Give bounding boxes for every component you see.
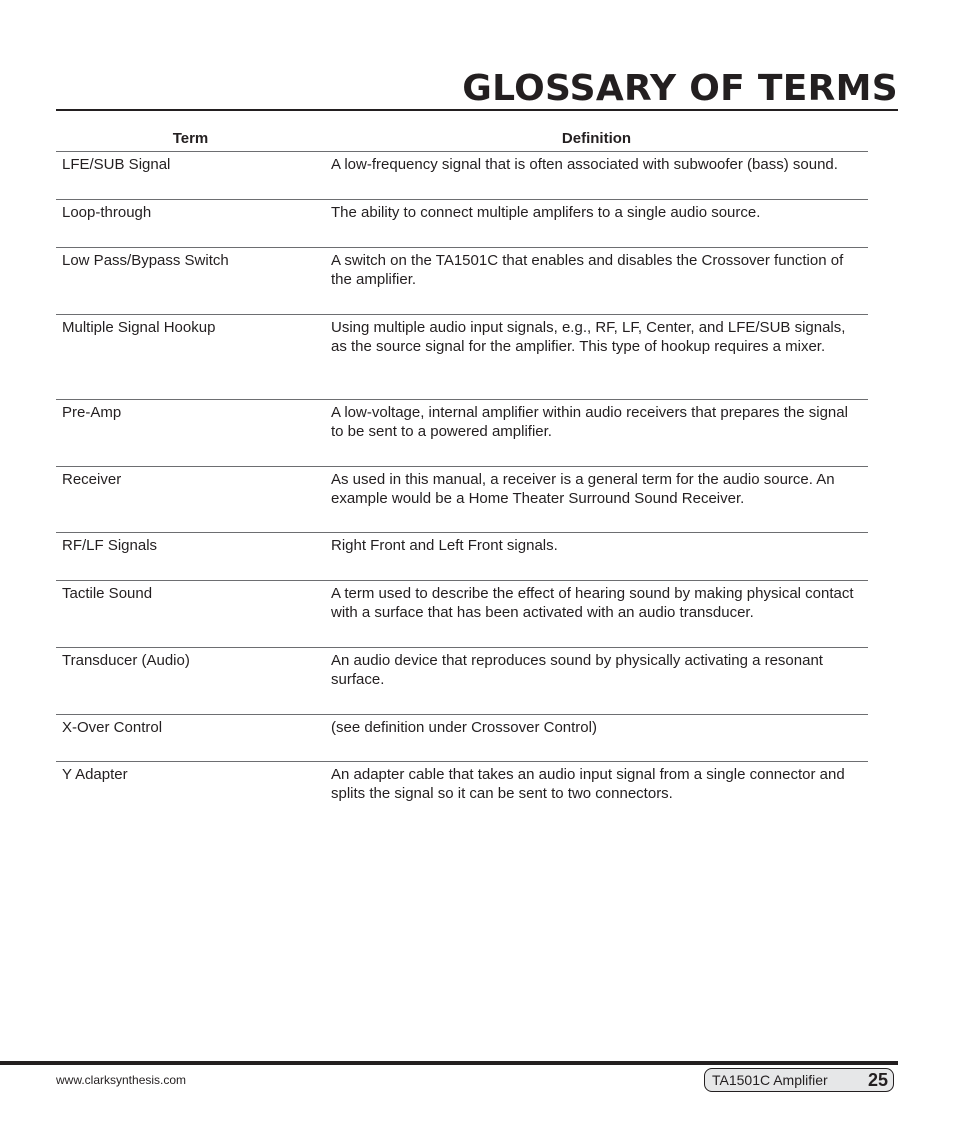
table-row: [56, 715, 868, 762]
glossary-table: [56, 126, 868, 810]
term-cell: Y Adapter: [62, 766, 128, 783]
definition-cell: An audio device that reproduces sound by physically activating a resonant surface.: [325, 648, 868, 715]
column-header-definition: Definition: [325, 126, 868, 152]
table-row: [56, 152, 868, 200]
column-header-term: Term: [56, 126, 325, 152]
definition-cell: A low-frequency signal that is often associated with subwoofer (bass) sound.: [325, 152, 868, 200]
term-cell: LFE/SUB Signal: [56, 152, 325, 200]
term-cell: Low Pass/Bypass Switch: [56, 248, 325, 315]
table-row: [56, 762, 868, 810]
definition-cell: (see definition under Crossover Control): [325, 715, 868, 762]
term-cell: Pre-Amp: [56, 400, 325, 467]
page-title: GLOSSARY OF TERMS: [462, 68, 898, 109]
table-row: [56, 533, 868, 581]
table-row: [56, 315, 868, 400]
footer-divider: [0, 1061, 898, 1065]
definition-cell: A low-voltage, internal amplifier within audio receivers that prepares the signal to be sent to a powered amplifier.: [325, 400, 868, 467]
term-cell: Loop-through: [56, 200, 325, 248]
term-cell: X-Over Control: [56, 715, 325, 762]
term-cell: Transducer (Audio): [56, 648, 325, 715]
table-header-row: [56, 126, 868, 152]
definition-cell: Right Front and Left Front signals.: [325, 533, 868, 581]
table-row: [56, 581, 868, 648]
definition-cell: A switch on the TA1501C that enables and disables the Crossover function of the amplifier.: [325, 248, 868, 315]
footer-page-tab: [704, 1068, 894, 1092]
definition-cell: An adapter cable that takes an audio input signal from a single connector and splits the signal so it can be sent to two connectors.: [331, 766, 845, 802]
table-row: [56, 248, 868, 315]
definition-cell: A term used to describe the effect of hearing sound by making physical contact with a surface that has been activated with an audio transducer.: [325, 581, 868, 648]
table-row: [56, 648, 868, 715]
page-number: 25: [867, 1070, 888, 1090]
table-row: [56, 467, 868, 533]
term-cell: RF/LF Signals: [56, 533, 325, 581]
footer-product-name: TA1501C Amplifier: [712, 1072, 828, 1088]
term-cell: Tactile Sound: [56, 581, 325, 648]
title-divider: [56, 109, 898, 111]
term-cell: Receiver: [56, 467, 325, 533]
table-row: [56, 400, 868, 467]
definition-cell: The ability to connect multiple amplifers to a single audio source.: [325, 200, 868, 248]
term-cell: Multiple Signal Hookup: [56, 315, 325, 400]
definition-cell: Using multiple audio input signals, e.g., RF, LF, Center, and LFE/SUB signals, as the source signal for the amplifier. This type of hookup requires a mixer.: [325, 315, 868, 400]
table-row: [56, 200, 868, 248]
definition-cell: As used in this manual, a receiver is a general term for the audio source. An example would be a Home Theater Surround Sound Receiver.: [325, 467, 868, 533]
footer-url: www.clarksynthesis.com: [56, 1073, 187, 1087]
